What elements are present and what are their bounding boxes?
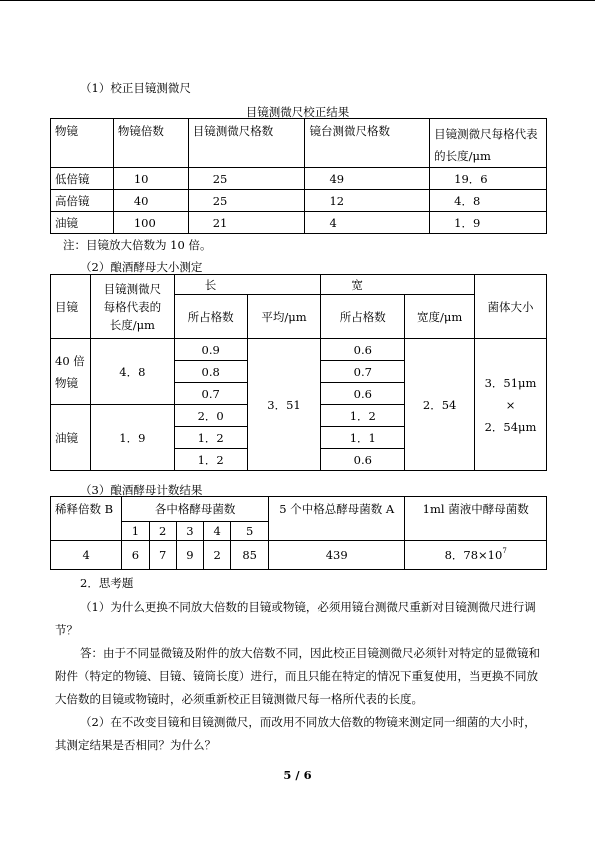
questions-title: 2．思考题	[80, 576, 134, 590]
cell: 439	[269, 541, 405, 570]
th-magnification: 物镜倍数	[113, 119, 188, 168]
table-row	[51, 541, 547, 570]
table-row	[51, 212, 547, 234]
cell: 0.7	[321, 361, 405, 383]
cell: 0.7	[174, 383, 247, 405]
cell: 85	[231, 541, 269, 570]
th-length-avg: 平均/μm	[247, 295, 321, 339]
cell: 1．1	[321, 427, 405, 449]
section3-heading: （3）酿酒酵母计数结果	[80, 483, 203, 497]
sub-header: 2	[149, 522, 176, 541]
th-objective: 目镜	[51, 275, 91, 339]
cell: 1．9	[430, 212, 547, 234]
cell: 19．6	[430, 168, 547, 190]
th-dilution: 稀释倍数 B	[51, 497, 122, 541]
page-top-rule	[0, 0, 595, 1]
cell: 25	[188, 168, 305, 190]
cell: 12	[305, 190, 430, 212]
th-length: 长	[174, 275, 321, 295]
sub-header: 5	[231, 522, 269, 541]
question-1: （1）为什么更换不同放大倍数的目镜或物镜，必须用镜台测微尺重新对目镜测微尺进行调节？	[55, 600, 536, 637]
page-number: 5 / 6	[283, 768, 312, 782]
cell: 10	[113, 168, 188, 190]
cell: 21	[188, 212, 305, 234]
cell: 25	[188, 190, 305, 212]
th-width: 宽	[321, 275, 475, 295]
yeast-size-table	[50, 274, 547, 471]
th-stage-divisions: 镜台测微尺格数	[305, 119, 430, 168]
cell: 1．2	[174, 449, 247, 471]
cell: 油镜	[51, 212, 114, 234]
cell: 100	[113, 212, 188, 234]
sub-header: 3	[176, 522, 203, 541]
th-width-value: 宽度/μm	[405, 295, 475, 339]
question-2: （2）在不改变目镜和目镜测微尺，而改用不同放大倍数的物镜来测定同一细菌的大小时，其测定结果是否相同？为什么？	[55, 715, 536, 752]
cell: 9	[176, 541, 203, 570]
cell: 1．2	[321, 405, 405, 427]
cell: 4	[51, 541, 122, 570]
sub-header: 4	[204, 522, 231, 541]
th-length-per-division: 目镜测微尺每格代表 的长度/μm	[430, 119, 547, 168]
sub-header: 1	[122, 522, 149, 541]
cell: 49	[305, 168, 430, 190]
width-value: 2．54	[405, 339, 475, 471]
th-cell-size: 菌体大小	[475, 275, 547, 339]
cell: 8．$78\times 10^7$	[405, 541, 547, 570]
cell: 0.6	[321, 339, 405, 361]
cell: 2．0	[174, 405, 247, 427]
group-40x-unit: 4．8	[90, 339, 174, 405]
cell: 6	[122, 541, 149, 570]
calibration-table	[50, 118, 547, 234]
table1-note: 注：目镜放大倍数为 10 倍。	[63, 238, 212, 252]
cell: 7	[149, 541, 176, 570]
cell-size: 3．51μm × 2．54μm	[475, 339, 547, 471]
cell: 低倍镜	[51, 168, 114, 190]
cell: 0.6	[321, 449, 405, 471]
group-oil-label: 油镜	[51, 405, 91, 471]
table-row	[51, 339, 547, 361]
th-unit-length: 目镜测微尺 每格代表的 长度/μm	[90, 275, 174, 339]
cell: 4	[305, 212, 430, 234]
yeast-count-table	[50, 496, 547, 570]
th-width-cells: 所占格数	[321, 295, 405, 339]
cell: 4．8	[430, 190, 547, 212]
group-oil-unit: 1．9	[90, 405, 174, 471]
th-length-cells: 所占格数	[174, 295, 247, 339]
cell: 2	[204, 541, 231, 570]
cell: 1．2	[174, 427, 247, 449]
cell: 0.9	[174, 339, 247, 361]
cell: 0.8	[174, 361, 247, 383]
th-counts-per-square: 各中格酵母菌数	[122, 497, 269, 522]
answer-1: 答：由于不同显微镜及附件的放大倍数不同，因此校正目镜测微尺必须针对特定的显微镜和附件（特定的物镜、目镜、镜筒长度）进行，而且只能在特定的情况下重复使用，当更换不同放大倍数的目镜或物镜时，必须重新校正目镜测微尺每一格所代表的长度。	[55, 646, 540, 706]
cell: 40	[113, 190, 188, 212]
th-ocular-divisions: 目镜测微尺格数	[188, 119, 305, 168]
table-row	[51, 190, 547, 212]
avg-length: 3．51	[247, 339, 321, 471]
table1-caption: 目镜测微尺校正结果	[245, 105, 350, 119]
th-objective: 物镜	[51, 119, 114, 168]
th-total-count: 5 个中格总酵母菌数 A	[269, 497, 405, 541]
th-per-ml: 1ml 菌液中酵母菌数	[405, 497, 547, 541]
section2-heading: （2）酿酒酵母大小测定	[80, 260, 203, 274]
cell: 0.6	[321, 383, 405, 405]
group-40x-label: 40 倍 物镜	[51, 339, 91, 405]
table-row	[51, 168, 547, 190]
section1-heading: （1）校正目镜测微尺	[80, 81, 191, 95]
cell: 高倍镜	[51, 190, 114, 212]
